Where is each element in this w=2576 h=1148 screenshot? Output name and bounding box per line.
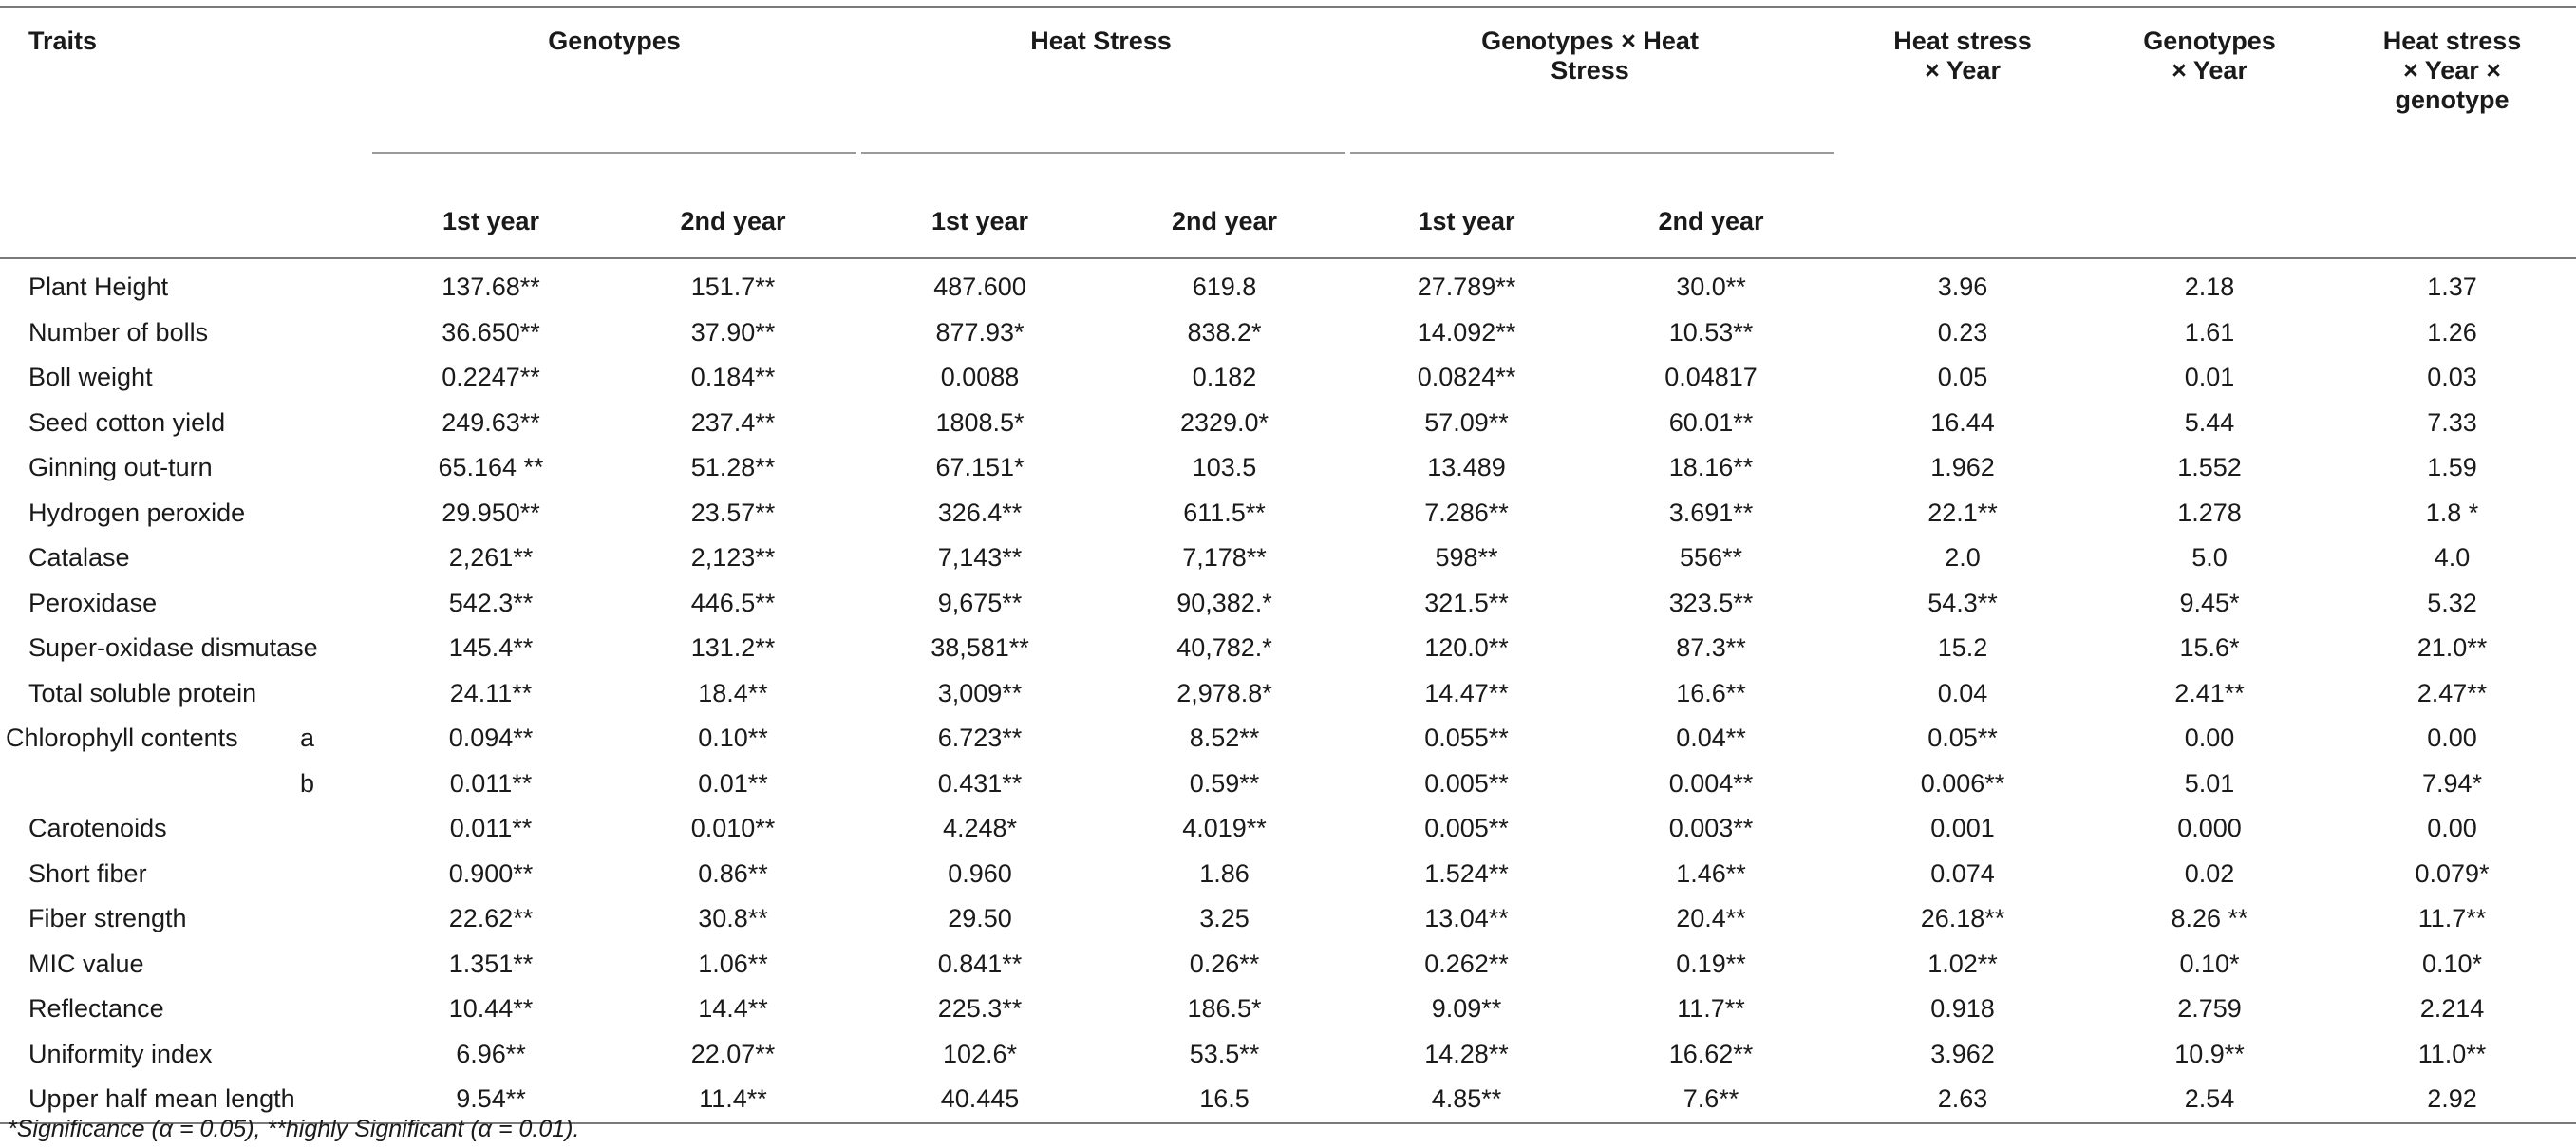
value-cell: 16.5	[1199, 1084, 1250, 1114]
value-cell: 16.6**	[1676, 678, 1746, 707]
value-cell: 0.19**	[1676, 949, 1746, 978]
value-cell: 598**	[1435, 543, 1498, 573]
heat-year2-header: 2nd year	[1171, 206, 1278, 235]
value-cell: 65.164 **	[438, 453, 544, 482]
trait-cell	[0, 716, 372, 762]
value-cell: 619.8	[1192, 273, 1257, 302]
trait-cell: Fiber strength	[28, 904, 187, 933]
value-cell: 446.5**	[690, 588, 776, 617]
value-cell: 145.4**	[448, 633, 534, 663]
value-cell: 321.5**	[1424, 588, 1509, 617]
value-cell: 1.524**	[1424, 858, 1509, 888]
value-cell: 0.00	[2184, 724, 2235, 753]
value-cell: 7.286**	[1424, 498, 1509, 527]
value-cell: 0.011**	[449, 814, 533, 843]
value-cell: 4.019**	[1182, 814, 1267, 843]
value-cell: 38,581**	[931, 633, 1029, 663]
value-cell: 90,382.*	[1176, 588, 1272, 617]
value-cell: 1.8 *	[2425, 498, 2479, 527]
value-cell: 51.28**	[690, 453, 776, 482]
value-cell: 877.93*	[935, 317, 1025, 347]
value-cell: 22.62**	[448, 904, 534, 933]
value-cell: 0.02	[2184, 858, 2235, 888]
value-cell: 1.86	[1199, 858, 1250, 888]
value-cell: 7,143**	[937, 543, 1023, 573]
table-row	[0, 671, 2576, 717]
value-cell: 2.54	[2184, 1084, 2235, 1114]
table-row	[0, 536, 2576, 581]
value-cell: 0.011**	[449, 768, 533, 798]
trait-cell: Total soluble protein	[28, 678, 257, 707]
genotypes-group-rule	[372, 152, 856, 154]
trait-cell: Seed cotton yield	[28, 407, 226, 437]
value-cell: 20.4**	[1676, 904, 1746, 933]
value-cell: 0.841**	[937, 949, 1023, 978]
genotypes-x-year-header	[2091, 7, 2328, 258]
value-cell: 323.5**	[1668, 588, 1754, 617]
value-cell: 30.0**	[1676, 273, 1746, 302]
value-cell: 0.001	[1930, 814, 1995, 843]
value-cell: 5.44	[2184, 407, 2235, 437]
value-cell: 0.079*	[2415, 858, 2490, 888]
table-row	[0, 626, 2576, 671]
value-cell: 0.184**	[690, 363, 776, 392]
value-cell: 0.006**	[1920, 768, 2005, 798]
value-cell: 0.000	[2177, 814, 2242, 843]
value-cell: 186.5*	[1187, 994, 1262, 1024]
table-row	[0, 491, 2576, 536]
value-cell: 40.445	[940, 1084, 1020, 1114]
value-cell: 4.0	[2434, 543, 2471, 573]
table-row	[0, 311, 2576, 356]
value-cell: 15.2	[1937, 633, 1988, 663]
hxy-line2: × Year	[1925, 56, 2001, 85]
value-cell: 24.11**	[449, 678, 533, 707]
value-cell: 10.9**	[2174, 1039, 2245, 1068]
value-cell: 151.7**	[690, 273, 776, 302]
hyg-line2: × Year ×	[2402, 56, 2502, 85]
value-cell: 6.723**	[937, 724, 1023, 753]
value-cell: 249.63**	[442, 407, 540, 437]
genotypes-year1-header: 1st year	[442, 206, 540, 235]
value-cell: 0.23	[1937, 317, 1988, 347]
value-cell: 14.4**	[698, 994, 768, 1024]
value-cell: 0.04817	[1664, 363, 1758, 392]
value-cell: 0.2247**	[442, 363, 540, 392]
value-cell: 0.004**	[1668, 768, 1754, 798]
table-row	[0, 258, 2576, 311]
trait-sublabel: b	[300, 768, 315, 798]
value-cell: 237.4**	[690, 407, 776, 437]
value-cell: 13.489	[1427, 453, 1506, 482]
value-cell: 611.5**	[1183, 498, 1266, 527]
table-row	[0, 987, 2576, 1032]
value-cell: 542.3**	[448, 588, 534, 617]
value-cell: 2,261**	[448, 543, 534, 573]
value-cell: 7.94*	[2422, 768, 2483, 798]
value-cell: 0.900**	[448, 858, 534, 888]
value-cell: 0.055**	[1424, 724, 1509, 753]
trait-cell: Carotenoids	[28, 814, 167, 843]
value-cell: 0.04**	[1676, 724, 1746, 753]
value-cell: 23.57**	[690, 498, 776, 527]
table-row	[0, 762, 2576, 807]
header-row-groups	[0, 7, 2576, 168]
value-cell: 1.06**	[698, 949, 768, 978]
heat-stress-header: Heat Stress	[856, 7, 1345, 168]
value-cell: 1.02**	[1927, 949, 1998, 978]
gxh-line2: Stress	[1551, 56, 1629, 85]
gxh-year2-header: 2nd year	[1658, 206, 1764, 235]
traits-header: Traits	[0, 7, 372, 168]
value-cell: 2.759	[2177, 994, 2242, 1024]
gxy-line1: Genotypes	[2143, 27, 2276, 55]
trait-cell: Number of bolls	[28, 317, 209, 347]
value-cell: 0.074	[1930, 858, 1995, 888]
value-cell: 7.33	[2427, 407, 2477, 437]
value-cell: 15.6*	[2179, 633, 2240, 663]
table-row	[0, 716, 2576, 762]
value-cell: 0.10*	[2179, 949, 2240, 978]
gxh-line1: Genotypes × Heat	[1481, 27, 1699, 55]
gxh-group-rule	[1350, 152, 1834, 154]
value-cell: 2.0	[1945, 543, 1981, 573]
value-cell: 37.90**	[690, 317, 776, 347]
table-row	[0, 445, 2576, 491]
hyg-line3: genotype	[2395, 85, 2510, 114]
value-cell: 0.59**	[1189, 768, 1260, 798]
value-cell: 0.0824**	[1417, 363, 1516, 392]
value-cell: 5.0	[2191, 543, 2228, 573]
trait-cell: Upper half mean length	[28, 1084, 295, 1114]
value-cell: 22.07**	[690, 1039, 776, 1068]
value-cell: 0.010**	[690, 814, 776, 843]
value-cell: 0.003**	[1668, 814, 1754, 843]
value-cell: 14.092**	[1417, 317, 1516, 347]
value-cell: 0.431**	[937, 768, 1023, 798]
value-cell: 16.62**	[1668, 1039, 1754, 1068]
trait-cell: MIC value	[28, 949, 144, 978]
trait-cell: Hydrogen peroxide	[28, 498, 246, 527]
value-cell: 26.18**	[1920, 904, 2005, 933]
trait-cell: Peroxidase	[28, 588, 158, 617]
value-cell: 0.86**	[698, 858, 768, 888]
heat-stress-x-year-header	[1834, 7, 2091, 258]
value-cell: 1.26	[2427, 317, 2477, 347]
trait-cell: Plant Height	[28, 273, 169, 302]
value-cell: 4.85**	[1431, 1084, 1502, 1114]
value-cell: 36.650**	[442, 317, 540, 347]
trait-cell: Super-oxidase dismutase	[28, 633, 318, 663]
table-row	[0, 896, 2576, 942]
value-cell: 1.962	[1930, 453, 1995, 482]
value-cell: 3.25	[1199, 904, 1250, 933]
value-cell: 13.04**	[1424, 904, 1509, 933]
value-cell: 2,978.8*	[1176, 678, 1272, 707]
value-cell: 11.0**	[2417, 1039, 2487, 1068]
value-cell: 57.09**	[1424, 407, 1509, 437]
anova-table	[0, 6, 2576, 1124]
value-cell: 2.18	[2184, 273, 2235, 302]
hyg-line1: Heat stress	[2382, 27, 2522, 55]
value-cell: 1.552	[2177, 453, 2242, 482]
trait-name: Chlorophyll contents	[6, 724, 238, 753]
value-cell: 137.68**	[442, 273, 540, 302]
footnote: *Significance (α = 0.05), **highly Significant (α = 0.01).	[8, 1116, 580, 1142]
value-cell: 87.3**	[1676, 633, 1746, 663]
value-cell: 3.962	[1930, 1039, 1995, 1068]
value-cell: 2.63	[1937, 1084, 1988, 1114]
value-cell: 9.54**	[456, 1084, 526, 1114]
value-cell: 0.918	[1930, 994, 1995, 1024]
value-cell: 103.5	[1192, 453, 1257, 482]
genotypes-header: Genotypes	[372, 7, 856, 168]
value-cell: 21.0**	[2416, 633, 2488, 663]
value-cell: 3.96	[1937, 273, 1988, 302]
value-cell: 0.094**	[448, 724, 534, 753]
value-cell: 0.182	[1192, 363, 1257, 392]
heat-year-genotype-header	[2328, 7, 2576, 258]
value-cell: 102.6*	[942, 1039, 1018, 1068]
trait-cell: Uniformity index	[28, 1039, 213, 1068]
value-cell: 3.691**	[1668, 498, 1754, 527]
value-cell: 131.2**	[690, 633, 776, 663]
value-cell: 2.41**	[2174, 678, 2245, 707]
value-cell: 0.10*	[2422, 949, 2483, 978]
value-cell: 14.28**	[1424, 1039, 1509, 1068]
value-cell: 40,782.*	[1176, 633, 1272, 663]
value-cell: 0.01	[2184, 363, 2235, 392]
value-cell: 2,123**	[690, 543, 776, 573]
value-cell: 1.59	[2427, 453, 2477, 482]
value-cell: 9.45*	[2179, 588, 2240, 617]
trait-cell: Boll weight	[28, 363, 153, 392]
genotypes-year2-header: 2nd year	[680, 206, 786, 235]
value-cell: 0.03	[2427, 363, 2477, 392]
value-cell: 7.6**	[1683, 1084, 1739, 1114]
value-cell: 67.151*	[935, 453, 1025, 482]
value-cell: 11.4**	[699, 1084, 767, 1114]
value-cell: 4.248*	[942, 814, 1018, 843]
value-cell: 0.262**	[1424, 949, 1509, 978]
value-cell: 0.05**	[1927, 724, 1998, 753]
value-cell: 0.960	[948, 858, 1012, 888]
value-cell: 5.01	[2184, 768, 2235, 798]
value-cell: 0.04	[1937, 678, 1988, 707]
value-cell: 9.09**	[1431, 994, 1502, 1024]
value-cell: 120.0**	[1424, 633, 1509, 663]
value-cell: 0.01**	[698, 768, 768, 798]
value-cell: 1.61	[2184, 317, 2235, 347]
gxy-line2: × Year	[2172, 56, 2247, 85]
value-cell: 16.44	[1930, 407, 1995, 437]
table-body	[0, 258, 2576, 1123]
value-cell: 54.3**	[1927, 588, 1998, 617]
value-cell: 0.26**	[1189, 949, 1260, 978]
trait-cell: Catalase	[28, 543, 130, 573]
value-cell: 0.00	[2427, 814, 2477, 843]
table-row	[0, 355, 2576, 401]
table-row	[0, 1032, 2576, 1078]
value-cell: 2.214	[2419, 994, 2485, 1024]
value-cell: 11.7**	[2417, 904, 2487, 933]
value-cell: 9,675**	[937, 588, 1023, 617]
value-cell: 0.00	[2427, 724, 2477, 753]
value-cell: 3,009**	[937, 678, 1023, 707]
table-row	[0, 806, 2576, 852]
trait-sublabel: a	[300, 724, 315, 753]
trait-cell: Ginning out-turn	[28, 453, 213, 482]
value-cell: 0.10**	[698, 724, 768, 753]
value-cell: 838.2*	[1187, 317, 1262, 347]
value-cell: 556**	[1679, 543, 1743, 573]
trait-cell: Short fiber	[28, 858, 147, 888]
value-cell: 53.5**	[1189, 1039, 1260, 1068]
value-cell: 7,178**	[1182, 543, 1267, 573]
value-cell: 2.92	[2427, 1084, 2477, 1114]
value-cell: 14.47**	[1424, 678, 1509, 707]
value-cell: 0.005**	[1424, 814, 1509, 843]
heat-stress-group-rule	[861, 152, 1345, 154]
value-cell: 0.005**	[1424, 768, 1509, 798]
value-cell: 1.351**	[448, 949, 534, 978]
value-cell: 10.53**	[1668, 317, 1754, 347]
value-cell: 11.7**	[1677, 994, 1745, 1024]
value-cell: 30.8**	[698, 904, 768, 933]
table-row	[0, 942, 2576, 988]
value-cell: 1.278	[2177, 498, 2242, 527]
hxy-line1: Heat stress	[1893, 27, 2032, 55]
heat-year1-header: 1st year	[931, 206, 1029, 235]
value-cell: 1.37	[2427, 273, 2477, 302]
value-cell: 2329.0*	[1179, 407, 1269, 437]
traits-header-spacer	[0, 168, 372, 258]
value-cell: 27.789**	[1417, 273, 1516, 302]
table-row	[0, 581, 2576, 627]
value-cell: 6.96**	[456, 1039, 526, 1068]
value-cell: 10.44**	[448, 994, 534, 1024]
value-cell: 0.05	[1937, 363, 1988, 392]
value-cell: 18.16**	[1668, 453, 1754, 482]
value-cell: 2.47**	[2416, 678, 2488, 707]
value-cell: 1.46**	[1676, 858, 1746, 888]
value-cell: 22.1**	[1927, 498, 1998, 527]
trait-cell: Reflectance	[28, 994, 164, 1024]
value-cell: 225.3**	[937, 994, 1023, 1024]
table-row	[0, 852, 2576, 897]
value-cell: 60.01**	[1668, 407, 1754, 437]
value-cell: 29.950**	[442, 498, 540, 527]
trait-cell	[0, 762, 372, 807]
value-cell: 0.0088	[940, 363, 1020, 392]
value-cell: 1808.5*	[935, 407, 1025, 437]
value-cell: 18.4**	[698, 678, 768, 707]
value-cell: 8.26 **	[2171, 904, 2248, 933]
value-cell: 29.50	[948, 904, 1012, 933]
table-row	[0, 401, 2576, 446]
gxh-year1-header: 1st year	[1418, 206, 1515, 235]
value-cell: 326.4**	[937, 498, 1023, 527]
value-cell: 5.32	[2427, 588, 2477, 617]
genotypes-x-heat-stress-header	[1345, 7, 1834, 168]
value-cell: 487.600	[933, 273, 1026, 302]
value-cell: 8.52**	[1189, 724, 1260, 753]
